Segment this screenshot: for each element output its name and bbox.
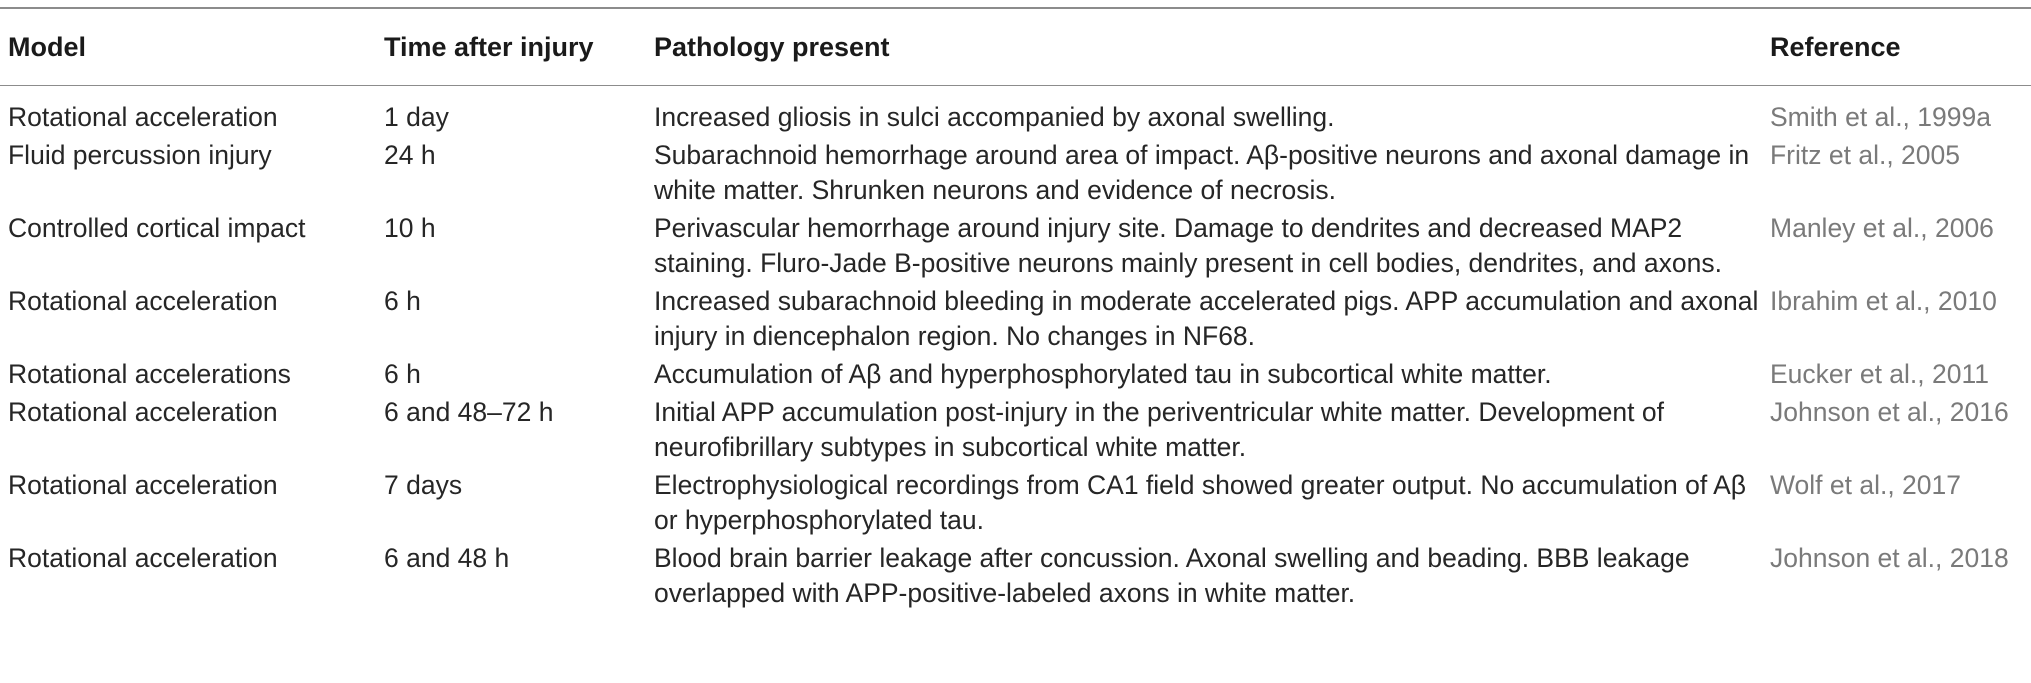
table-body: [0, 86, 2031, 615]
cell-pathology: Perivascular hemorrhage around injury site. Damage to dendrites and decreased MAP2 staining. Fluro-Jade B-positive neurons mainly present in cell bodies, dendrites, and axons.: [654, 213, 1722, 278]
header-pathology-present: Pathology present: [654, 31, 890, 62]
cell-model: Rotational accelerations: [8, 359, 291, 389]
cell-pathology: Accumulation of Aβ and hyperphosphorylated tau in subcortical white matter.: [654, 359, 1552, 389]
cell-model: Fluid percussion injury: [8, 140, 272, 170]
cell-reference: Wolf et al., 2017: [1770, 470, 1962, 500]
cell-reference: Johnson et al., 2018: [1770, 543, 2009, 573]
injury-models-table-container: [0, 7, 2031, 683]
cell-pathology: Blood brain barrier leakage after concussion. Axonal swelling and beading. BBB leakage overlapped with APP-positive-labeled axons in white matter.: [654, 543, 1690, 608]
cell-pathology: Increased subarachnoid bleeding in moderate accelerated pigs. APP accumulation and axonal injury in diencephalon region. No changes in NF68.: [654, 286, 1759, 351]
cell-reference: Smith et al., 1999a: [1770, 102, 1991, 132]
cell-reference: Johnson et al., 2016: [1770, 397, 2009, 427]
cell-time: 6 and 48 h: [384, 543, 510, 573]
table-row: [0, 468, 2031, 541]
cell-model: Rotational acceleration: [8, 102, 278, 132]
injury-models-table: [0, 7, 2031, 614]
cell-model: Controlled cortical impact: [8, 213, 306, 243]
cell-model: Rotational acceleration: [8, 286, 278, 316]
cell-reference: Eucker et al., 2011: [1770, 359, 1990, 389]
cell-model: Rotational acceleration: [8, 397, 278, 427]
cell-time: 10 h: [384, 213, 436, 243]
header-row: [0, 8, 2031, 86]
cell-time: 1 day: [384, 102, 449, 132]
cell-model: Rotational acceleration: [8, 470, 278, 500]
table-row: [0, 357, 2031, 395]
table-row: [0, 138, 2031, 211]
cell-time: 6 and 48–72 h: [384, 397, 554, 427]
cell-time: 24 h: [384, 140, 436, 170]
table-row: [0, 395, 2031, 468]
cell-time: 6 h: [384, 286, 421, 316]
cell-pathology: Subarachnoid hemorrhage around area of impact. Aβ-positive neurons and axonal damage in white matter. Shrunken neurons and evidence of necrosis.: [654, 140, 1750, 205]
table-row: [0, 211, 2031, 284]
header-reference: Reference: [1770, 31, 1901, 62]
table-row: [0, 284, 2031, 357]
cell-time: 7 days: [384, 470, 463, 500]
cell-pathology: Electrophysiological recordings from CA1 field showed greater output. No accumulation of Aβ or hyperphosphorylated tau.: [654, 470, 1746, 535]
cell-model: Rotational acceleration: [8, 543, 278, 573]
table-row: [0, 541, 2031, 614]
table-row: [0, 86, 2031, 139]
cell-pathology: Initial APP accumulation post-injury in the periventricular white matter. Development of neurofibrillary subtypes in subcortical white matter.: [654, 397, 1664, 462]
cell-pathology: Increased gliosis in sulci accompanied by axonal swelling.: [654, 102, 1335, 132]
header-model: Model: [8, 31, 86, 62]
cell-reference: Fritz et al., 2005: [1770, 140, 1961, 170]
header-time-after-injury: Time after injury: [384, 31, 594, 62]
table-header: [0, 8, 2031, 86]
cell-time: 6 h: [384, 359, 421, 389]
cell-reference: Ibrahim et al., 2010: [1770, 286, 1997, 316]
cell-reference: Manley et al., 2006: [1770, 213, 1994, 243]
